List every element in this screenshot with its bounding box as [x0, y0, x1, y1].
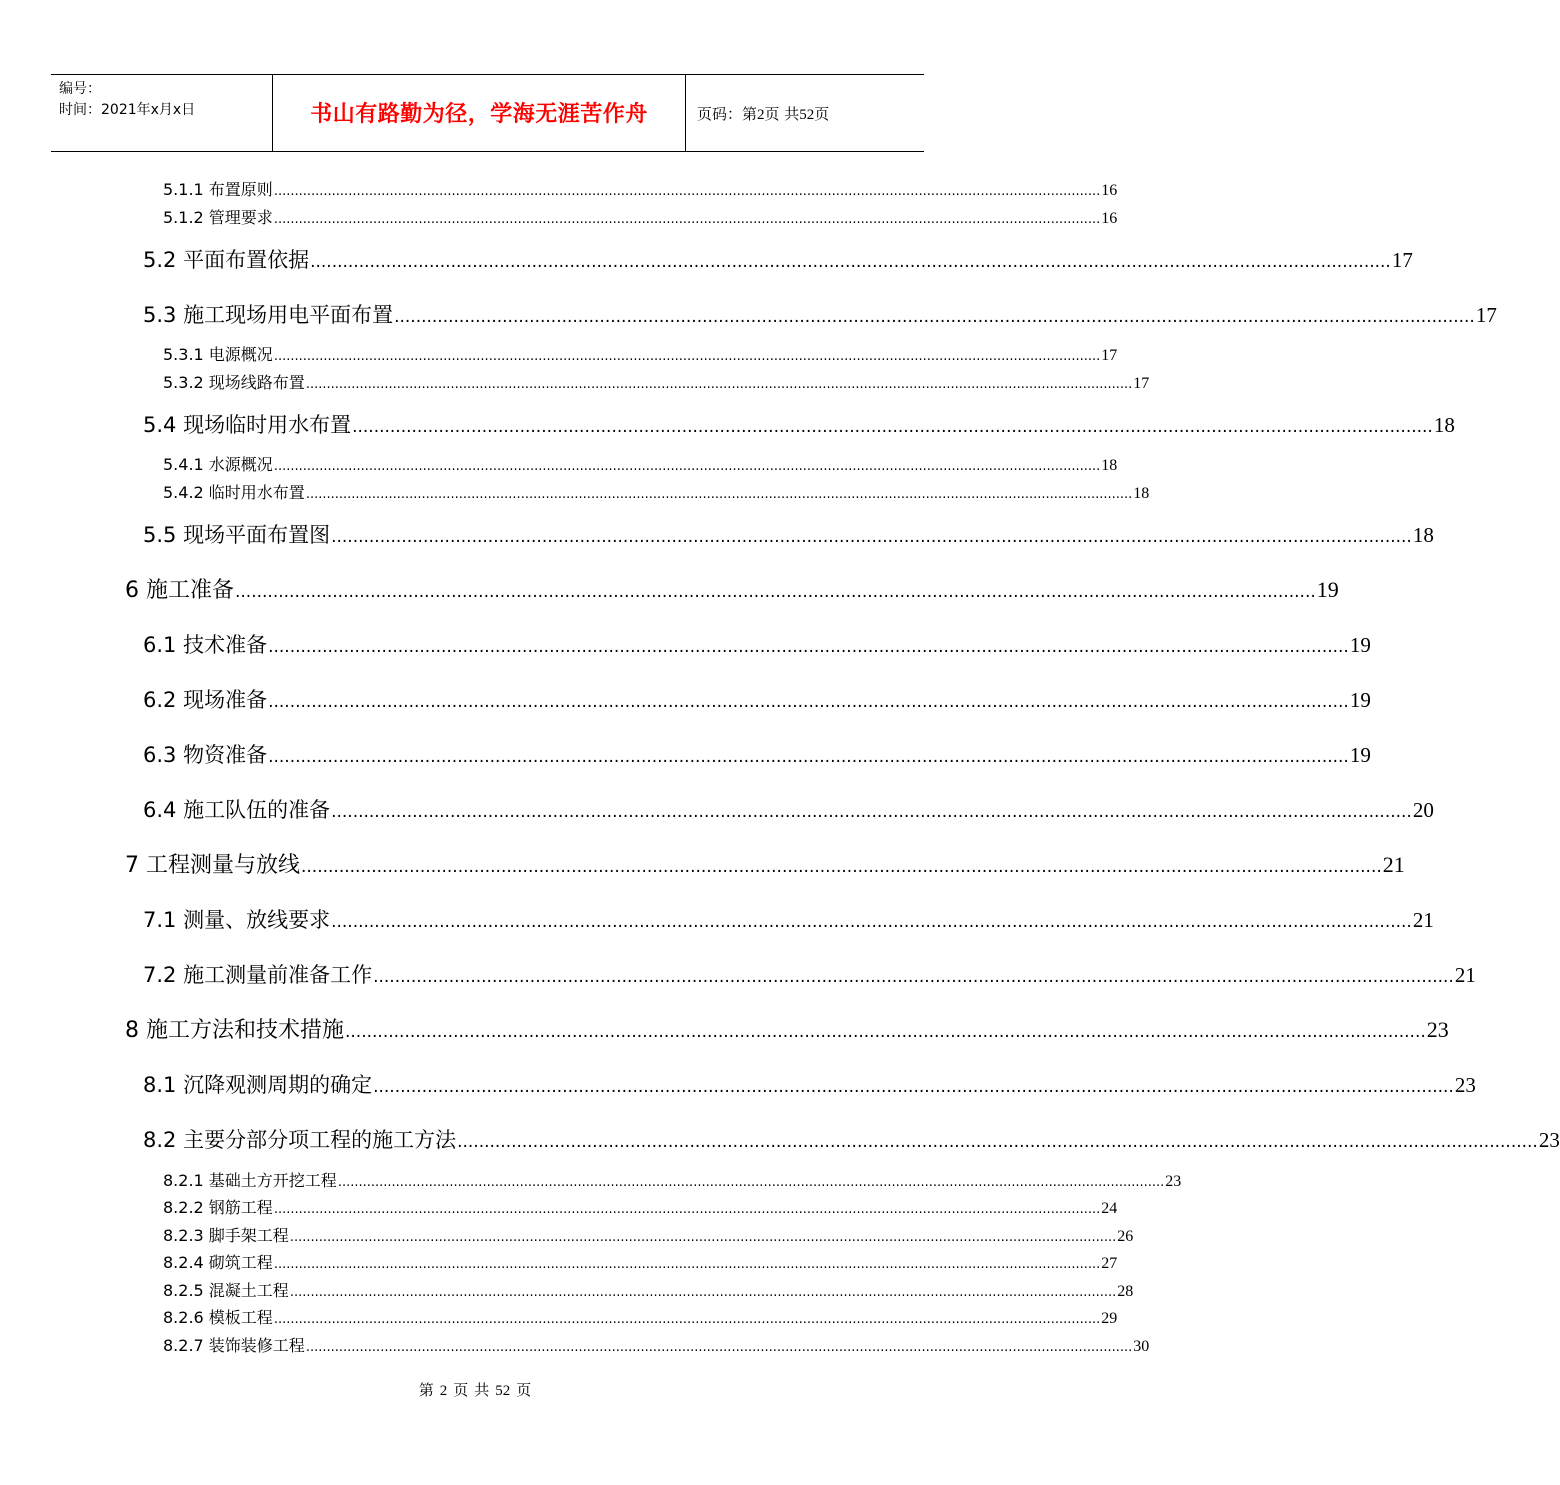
toc-label: 8.2.4 砌筑工程: [163, 1253, 273, 1272]
toc-entry[interactable]: [143, 684, 1371, 714]
page-footer: [0, 1379, 950, 1400]
toc-page: 21: [1412, 908, 1434, 932]
toc-entry[interactable]: [143, 959, 1476, 989]
toc-leader: ........................................................................................................................................................................................................: [273, 1312, 1101, 1327]
toc-leader: ........................................................................................................................................................................................................: [273, 1257, 1101, 1272]
toc-entry[interactable]: [163, 1278, 1134, 1301]
toc-leader: ........................................................................................................................................................................................................: [235, 582, 1316, 602]
toc-page: 17: [1133, 375, 1150, 392]
toc-page: 19: [1316, 577, 1339, 602]
toc-label: 6 施工准备: [125, 578, 234, 603]
toc-label: 5.4.2 临时用水布置: [163, 483, 305, 502]
toc-page: 26: [1117, 1228, 1134, 1245]
toc-label: 8.2.2 钢筋工程: [163, 1198, 273, 1217]
toc-label: 5.3 施工现场用电平面布置: [143, 303, 394, 327]
toc-entry[interactable]: [163, 1333, 1150, 1356]
toc-entry[interactable]: [163, 205, 1118, 228]
toc-label: 8.2 主要分部分项工程的施工方法: [143, 1128, 457, 1152]
page-mid: 页 共: [764, 105, 800, 123]
toc-label: 7.2 施工测量前准备工作: [143, 963, 373, 987]
toc-entry[interactable]: [143, 299, 1497, 329]
toc-label: 8.2.5 混凝土工程: [163, 1281, 289, 1300]
toc-entry[interactable]: [143, 629, 1371, 659]
toc-leader: ........................................................................................................................................................................................................: [373, 967, 1454, 987]
footer-suffix: 页: [516, 1383, 532, 1399]
toc-entry[interactable]: [163, 1168, 1182, 1191]
toc-page: 23: [1165, 1173, 1182, 1190]
toc-label: 5.1.1 布置原则: [163, 180, 273, 199]
toc-leader: ........................................................................................................................................................................................................: [394, 307, 1475, 327]
toc-page: 20: [1412, 798, 1434, 822]
toc-entry[interactable]: [163, 1305, 1118, 1328]
toc-label: 5.2 平面布置依据: [143, 248, 310, 272]
toc-page: 18: [1433, 413, 1455, 437]
toc-leader: ........................................................................................................................................................................................................: [301, 857, 1382, 877]
toc-entry[interactable]: [163, 177, 1118, 200]
toc-page: 17: [1391, 248, 1413, 272]
toc-label: 6.4 施工队伍的准备: [143, 798, 331, 822]
toc-page: 29: [1101, 1310, 1118, 1327]
toc-page: 17: [1101, 347, 1118, 364]
doc-number-label: 编号：: [59, 81, 101, 97]
toc-label: 8.2.6 模板工程: [163, 1308, 273, 1327]
toc-page: 30: [1133, 1338, 1150, 1355]
toc-page: 23: [1426, 1017, 1449, 1042]
header-meta: [59, 79, 195, 121]
toc-label: 8.2.7 装饰装修工程: [163, 1336, 305, 1355]
page-number: 2: [757, 107, 765, 123]
toc-page: 23: [1454, 1073, 1476, 1097]
toc-entry[interactable]: [143, 244, 1413, 274]
footer-page-total: 52: [495, 1383, 511, 1399]
toc-leader: ........................................................................................................................................................................................................: [305, 1340, 1133, 1355]
page-header: [51, 74, 924, 152]
toc-page: 27: [1101, 1255, 1118, 1272]
page-total: 52: [799, 107, 815, 123]
toc-entry[interactable]: [143, 904, 1434, 934]
header-divider: [685, 75, 686, 151]
toc-entry[interactable]: [143, 1124, 1560, 1154]
toc-page: 21: [1382, 852, 1405, 877]
toc-leader: ........................................................................................................................................................................................................: [457, 1132, 1538, 1152]
page-suffix: 页: [814, 105, 830, 123]
toc-leader: ........................................................................................................................................................................................................: [273, 184, 1101, 199]
toc-entry[interactable]: [163, 342, 1118, 365]
toc-leader: ........................................................................................................................................................................................................: [273, 459, 1101, 474]
toc-leader: ........................................................................................................................................................................................................: [310, 252, 1391, 272]
toc-leader: ........................................................................................................................................................................................................: [289, 1230, 1117, 1245]
toc-entry[interactable]: [125, 848, 1405, 879]
footer-page-number: 2: [439, 1383, 448, 1399]
toc-label: 8.2.3 脚手架工程: [163, 1226, 289, 1245]
toc-leader: ........................................................................................................................................................................................................: [289, 1285, 1117, 1300]
footer-page-word: 页: [453, 1383, 469, 1399]
toc-leader: ........................................................................................................................................................................................................: [331, 527, 1412, 547]
toc-entry[interactable]: [163, 370, 1150, 393]
toc-page: 18: [1101, 457, 1118, 474]
toc-leader: ........................................................................................................................................................................................................: [268, 747, 1349, 767]
toc-entry[interactable]: [143, 519, 1434, 549]
toc-page: 16: [1101, 210, 1118, 227]
toc-label: 6.1 技术准备: [143, 633, 268, 657]
toc-leader: ........................................................................................................................................................................................................: [373, 1077, 1454, 1097]
toc-page: 17: [1475, 303, 1497, 327]
header-page-info: [697, 103, 829, 124]
toc-label: 5.4 现场临时用水布置: [143, 413, 352, 437]
toc-leader: ........................................................................................................................................................................................................: [268, 637, 1349, 657]
toc-page: 21: [1454, 963, 1476, 987]
toc-label: 5.3.1 电源概况: [163, 345, 273, 364]
toc-entry[interactable]: [143, 739, 1371, 769]
footer-total-word: 共: [474, 1383, 490, 1399]
toc-page: 19: [1349, 688, 1371, 712]
toc-label: 8 施工方法和技术措施: [125, 1018, 344, 1043]
toc-page: 24: [1101, 1200, 1118, 1217]
toc-page: 28: [1117, 1283, 1134, 1300]
toc-entry[interactable]: [125, 1013, 1449, 1044]
toc-page: 19: [1349, 743, 1371, 767]
toc-entry[interactable]: [143, 409, 1455, 439]
toc-label: 5.5 现场平面布置图: [143, 523, 331, 547]
footer-prefix: 第: [418, 1383, 434, 1399]
toc-leader: ........................................................................................................................................................................................................: [305, 377, 1133, 392]
toc-page: 19: [1349, 633, 1371, 657]
toc-entry[interactable]: [143, 794, 1434, 824]
toc-leader: ........................................................................................................................................................................................................: [305, 487, 1133, 502]
toc-entry[interactable]: [163, 480, 1150, 503]
toc-leader: ........................................................................................................................................................................................................: [273, 1202, 1101, 1217]
header-motto: 书山有路勤为径，学海无涯苦作舟: [310, 102, 648, 127]
toc-label: 5.4.1 水源概况: [163, 455, 273, 474]
toc-page: 16: [1101, 182, 1118, 199]
toc-entry[interactable]: [125, 573, 1339, 604]
toc-page: 23: [1538, 1128, 1560, 1152]
toc-label: 8.2.1 基础土方开挖工程: [163, 1171, 337, 1190]
toc-label: 5.1.2 管理要求: [163, 208, 273, 227]
toc-page: 18: [1412, 523, 1434, 547]
toc-label: 6.3 物资准备: [143, 743, 268, 767]
toc-leader: ........................................................................................................................................................................................................: [273, 212, 1101, 227]
toc-entry[interactable]: [163, 1250, 1118, 1273]
toc-label: 5.3.2 现场线路布置: [163, 373, 305, 392]
page-prefix: 页码：第: [697, 105, 758, 123]
toc-leader: ........................................................................................................................................................................................................: [337, 1175, 1165, 1190]
toc-entry[interactable]: [143, 1069, 1476, 1099]
toc-leader: ........................................................................................................................................................................................................: [331, 912, 1412, 932]
toc-label: 7 工程测量与放线: [125, 853, 300, 878]
toc-label: 7.1 测量、放线要求: [143, 908, 331, 932]
toc-entry[interactable]: [163, 1223, 1134, 1246]
toc-label: 6.2 现场准备: [143, 688, 268, 712]
toc-entry[interactable]: [163, 452, 1118, 475]
toc-leader: ........................................................................................................................................................................................................: [352, 417, 1433, 437]
toc-leader: ........................................................................................................................................................................................................: [273, 349, 1101, 364]
toc-label: 8.1 沉降观测周期的确定: [143, 1073, 373, 1097]
toc-leader: ........................................................................................................................................................................................................: [268, 692, 1349, 712]
toc-leader: ........................................................................................................................................................................................................: [331, 802, 1412, 822]
toc-leader: ........................................................................................................................................................................................................: [345, 1022, 1426, 1042]
toc-entry[interactable]: [163, 1195, 1118, 1218]
time-label: 时间：2021年x月x日: [59, 102, 196, 118]
toc-page: 18: [1133, 485, 1150, 502]
